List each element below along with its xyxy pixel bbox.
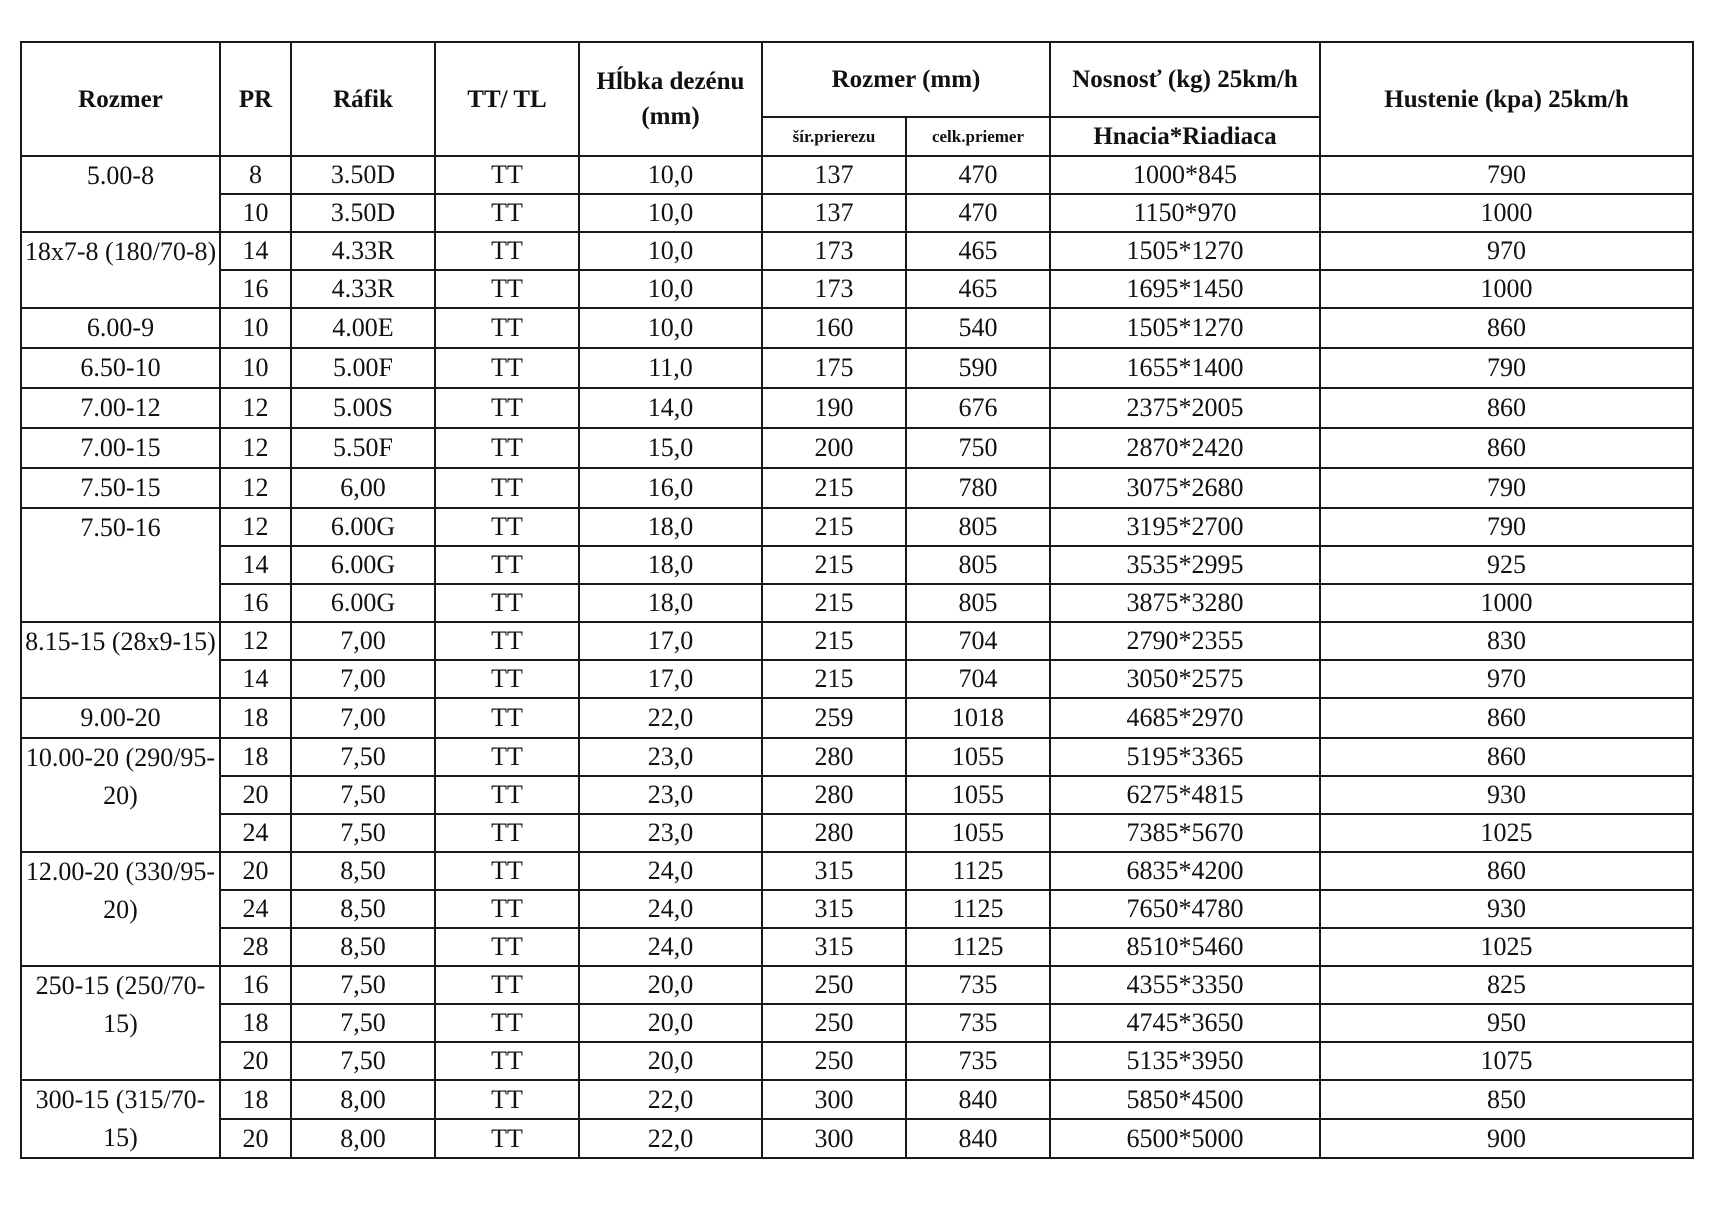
cell-hlbka: 14,0 [579,388,762,428]
cell-nosnost: 2790*2355 [1050,622,1320,660]
header-hnacia-riadiaca: Hnacia*Riadiaca [1050,117,1320,156]
cell-tt-tl: TT [435,622,579,660]
cell-hlbka: 23,0 [579,776,762,814]
cell-sirka: 200 [762,428,906,468]
cell-hlbka: 23,0 [579,738,762,776]
cell-nosnost: 6835*4200 [1050,852,1320,890]
cell-tt-tl: TT [435,852,579,890]
cell-rozmer: 7.00-15 [21,428,220,468]
cell-sirka: 215 [762,584,906,622]
cell-rafik: 7,00 [291,622,435,660]
cell-priemer: 1018 [906,698,1050,738]
cell-nosnost: 4685*2970 [1050,698,1320,738]
cell-sirka: 250 [762,1004,906,1042]
table-row [21,156,1693,194]
cell-hlbka: 18,0 [579,508,762,546]
cell-rafik: 6.00G [291,546,435,584]
table-row [21,1080,1693,1119]
cell-rozmer: 5.00-8 [21,156,220,232]
cell-sirka: 280 [762,814,906,852]
cell-hlbka: 15,0 [579,428,762,468]
cell-rafik: 8,00 [291,1080,435,1119]
table-row [21,388,1693,428]
cell-nosnost: 3535*2995 [1050,546,1320,584]
cell-nosnost: 2375*2005 [1050,388,1320,428]
cell-pr: 10 [220,348,291,388]
cell-tt-tl: TT [435,738,579,776]
cell-tt-tl: TT [435,890,579,928]
cell-rozmer: 7.50-15 [21,468,220,508]
cell-nosnost: 7385*5670 [1050,814,1320,852]
cell-pr: 16 [220,584,291,622]
cell-tt-tl: TT [435,1080,579,1119]
cell-nosnost: 5850*4500 [1050,1080,1320,1119]
cell-nosnost: 1695*1450 [1050,270,1320,308]
cell-priemer: 1125 [906,890,1050,928]
cell-hustenie: 850 [1320,1080,1693,1119]
table-row [21,584,1693,622]
cell-tt-tl: TT [435,698,579,738]
cell-tt-tl: TT [435,388,579,428]
cell-rozmer: 250-15 (250/70-15) [21,966,220,1080]
cell-hustenie: 1025 [1320,928,1693,966]
cell-pr: 18 [220,698,291,738]
cell-rafik: 3.50D [291,194,435,232]
cell-hustenie: 1075 [1320,1042,1693,1080]
cell-pr: 14 [220,660,291,698]
cell-pr: 10 [220,308,291,348]
cell-hlbka: 18,0 [579,546,762,584]
cell-pr: 18 [220,1004,291,1042]
cell-sirka: 315 [762,928,906,966]
cell-pr: 8 [220,156,291,194]
cell-priemer: 1125 [906,852,1050,890]
tire-spec-table [20,41,1694,1159]
cell-hlbka: 23,0 [579,814,762,852]
cell-pr: 12 [220,508,291,546]
cell-sirka: 190 [762,388,906,428]
cell-hlbka: 24,0 [579,928,762,966]
cell-nosnost: 3050*2575 [1050,660,1320,698]
cell-priemer: 735 [906,1042,1050,1080]
header-rozmer-mm: Rozmer (mm) [762,42,1050,117]
cell-rafik: 6.00G [291,584,435,622]
cell-rozmer: 7.50-16 [21,508,220,622]
cell-hlbka: 17,0 [579,622,762,660]
table-row [21,1119,1693,1158]
table-row [21,928,1693,966]
cell-rafik: 7,00 [291,660,435,698]
cell-rafik: 8,50 [291,928,435,966]
cell-sirka: 175 [762,348,906,388]
cell-hlbka: 24,0 [579,890,762,928]
cell-pr: 20 [220,776,291,814]
cell-rafik: 6,00 [291,468,435,508]
table-row [21,508,1693,546]
cell-tt-tl: TT [435,348,579,388]
header-rozmer: Rozmer [21,42,220,156]
cell-pr: 20 [220,852,291,890]
cell-sirka: 250 [762,966,906,1004]
cell-priemer: 590 [906,348,1050,388]
cell-priemer: 540 [906,308,1050,348]
cell-nosnost: 3195*2700 [1050,508,1320,546]
cell-nosnost: 6275*4815 [1050,776,1320,814]
cell-priemer: 735 [906,966,1050,1004]
table-row [21,966,1693,1004]
cell-hlbka: 20,0 [579,1004,762,1042]
table-row [21,428,1693,468]
cell-rafik: 8,50 [291,852,435,890]
table-row [21,1004,1693,1042]
cell-sirka: 300 [762,1119,906,1158]
cell-tt-tl: TT [435,660,579,698]
cell-tt-tl: TT [435,428,579,468]
cell-rafik: 7,50 [291,814,435,852]
cell-nosnost: 1000*845 [1050,156,1320,194]
cell-sirka: 215 [762,508,906,546]
cell-hlbka: 17,0 [579,660,762,698]
cell-rafik: 7,50 [291,1042,435,1080]
cell-sirka: 137 [762,194,906,232]
cell-rozmer: 18x7-8 (180/70-8) [21,232,220,308]
cell-tt-tl: TT [435,584,579,622]
cell-priemer: 840 [906,1080,1050,1119]
cell-pr: 16 [220,270,291,308]
cell-priemer: 735 [906,1004,1050,1042]
cell-hlbka: 22,0 [579,1080,762,1119]
cell-nosnost: 5195*3365 [1050,738,1320,776]
table-header [21,42,1693,156]
cell-priemer: 1055 [906,776,1050,814]
cell-sirka: 280 [762,738,906,776]
cell-priemer: 465 [906,270,1050,308]
table-row [21,1042,1693,1080]
table-row [21,622,1693,660]
cell-sirka: 173 [762,232,906,270]
cell-priemer: 470 [906,156,1050,194]
cell-nosnost: 1655*1400 [1050,348,1320,388]
cell-nosnost: 8510*5460 [1050,928,1320,966]
cell-tt-tl: TT [435,156,579,194]
cell-rozmer: 300-15 (315/70-15) [21,1080,220,1158]
cell-rozmer: 7.00-12 [21,388,220,428]
cell-hlbka: 11,0 [579,348,762,388]
cell-pr: 14 [220,232,291,270]
cell-sirka: 259 [762,698,906,738]
cell-tt-tl: TT [435,928,579,966]
cell-priemer: 805 [906,508,1050,546]
cell-hustenie: 860 [1320,852,1693,890]
cell-nosnost: 4355*3350 [1050,966,1320,1004]
cell-tt-tl: TT [435,776,579,814]
cell-sirka: 250 [762,1042,906,1080]
cell-rafik: 5.00F [291,348,435,388]
cell-hlbka: 24,0 [579,852,762,890]
cell-hlbka: 16,0 [579,468,762,508]
cell-hustenie: 790 [1320,468,1693,508]
cell-rafik: 7,50 [291,776,435,814]
cell-priemer: 676 [906,388,1050,428]
cell-hustenie: 860 [1320,428,1693,468]
header-tt-tl: TT/ TL [435,42,579,156]
header-hlbka-dezenu: Hĺbka dezénu (mm) [579,42,762,156]
cell-tt-tl: TT [435,308,579,348]
cell-rafik: 3.50D [291,156,435,194]
cell-hustenie: 970 [1320,232,1693,270]
cell-pr: 18 [220,1080,291,1119]
cell-pr: 16 [220,966,291,1004]
cell-pr: 12 [220,428,291,468]
cell-hustenie: 1000 [1320,270,1693,308]
cell-sirka: 215 [762,468,906,508]
table-row [21,698,1693,738]
cell-sirka: 215 [762,660,906,698]
header-nosnost: Nosnosť (kg) 25km/h [1050,42,1320,117]
table-row [21,308,1693,348]
cell-rozmer: 6.00-9 [21,308,220,348]
cell-pr: 14 [220,546,291,584]
table-row [21,270,1693,308]
cell-sirka: 215 [762,546,906,584]
cell-hustenie: 790 [1320,156,1693,194]
table-row [21,738,1693,776]
cell-hlbka: 10,0 [579,270,762,308]
header-celkovy-priemer: celk.priemer [906,117,1050,156]
header-hustenie: Hustenie (kpa) 25km/h [1320,42,1693,156]
cell-rozmer: 12.00-20 (330/95-20) [21,852,220,966]
cell-hustenie: 1000 [1320,194,1693,232]
cell-hustenie: 1000 [1320,584,1693,622]
header-pr: PR [220,42,291,156]
cell-sirka: 137 [762,156,906,194]
cell-priemer: 805 [906,584,1050,622]
cell-hlbka: 10,0 [579,194,762,232]
cell-priemer: 465 [906,232,1050,270]
cell-pr: 10 [220,194,291,232]
table-row [21,660,1693,698]
cell-priemer: 470 [906,194,1050,232]
cell-hlbka: 10,0 [579,232,762,270]
cell-pr: 12 [220,468,291,508]
cell-tt-tl: TT [435,270,579,308]
cell-hustenie: 860 [1320,388,1693,428]
cell-tt-tl: TT [435,468,579,508]
cell-hlbka: 18,0 [579,584,762,622]
cell-pr: 24 [220,890,291,928]
cell-priemer: 1055 [906,814,1050,852]
cell-sirka: 315 [762,852,906,890]
cell-nosnost: 7650*4780 [1050,890,1320,928]
cell-tt-tl: TT [435,232,579,270]
cell-hlbka: 10,0 [579,308,762,348]
cell-nosnost: 3875*3280 [1050,584,1320,622]
cell-hustenie: 950 [1320,1004,1693,1042]
cell-hlbka: 20,0 [579,1042,762,1080]
cell-rozmer: 8.15-15 (28x9-15) [21,622,220,698]
cell-hlbka: 22,0 [579,1119,762,1158]
table-row [21,194,1693,232]
cell-tt-tl: TT [435,1004,579,1042]
table-row [21,890,1693,928]
cell-sirka: 280 [762,776,906,814]
cell-hustenie: 900 [1320,1119,1693,1158]
cell-sirka: 160 [762,308,906,348]
cell-nosnost: 5135*3950 [1050,1042,1320,1080]
cell-nosnost: 1150*970 [1050,194,1320,232]
cell-hustenie: 825 [1320,966,1693,1004]
cell-nosnost: 2870*2420 [1050,428,1320,468]
cell-rafik: 4.33R [291,270,435,308]
cell-hlbka: 20,0 [579,966,762,1004]
cell-rafik: 5.50F [291,428,435,468]
cell-tt-tl: TT [435,814,579,852]
cell-priemer: 805 [906,546,1050,584]
table-row [21,546,1693,584]
cell-sirka: 300 [762,1080,906,1119]
cell-rafik: 8,50 [291,890,435,928]
cell-hustenie: 930 [1320,890,1693,928]
cell-rafik: 8,00 [291,1119,435,1158]
cell-nosnost: 1505*1270 [1050,308,1320,348]
cell-hustenie: 790 [1320,348,1693,388]
cell-priemer: 750 [906,428,1050,468]
cell-nosnost: 1505*1270 [1050,232,1320,270]
cell-pr: 20 [220,1119,291,1158]
cell-rafik: 5.00S [291,388,435,428]
cell-rafik: 6.00G [291,508,435,546]
cell-sirka: 315 [762,890,906,928]
cell-pr: 12 [220,388,291,428]
cell-hustenie: 930 [1320,776,1693,814]
header-sirka-prierezu: šír.prierezu [762,117,906,156]
header-rafik: Ráfik [291,42,435,156]
cell-sirka: 173 [762,270,906,308]
table-row [21,348,1693,388]
table-row [21,468,1693,508]
cell-nosnost: 4745*3650 [1050,1004,1320,1042]
cell-rozmer: 10.00-20 (290/95-20) [21,738,220,852]
cell-priemer: 780 [906,468,1050,508]
cell-sirka: 215 [762,622,906,660]
table-row [21,232,1693,270]
cell-hustenie: 970 [1320,660,1693,698]
cell-tt-tl: TT [435,1119,579,1158]
cell-tt-tl: TT [435,546,579,584]
cell-rafik: 7,50 [291,1004,435,1042]
cell-tt-tl: TT [435,194,579,232]
cell-tt-tl: TT [435,966,579,1004]
cell-hustenie: 860 [1320,308,1693,348]
table-row [21,852,1693,890]
cell-hustenie: 1025 [1320,814,1693,852]
cell-priemer: 704 [906,622,1050,660]
cell-rafik: 4.00E [291,308,435,348]
cell-priemer: 1055 [906,738,1050,776]
cell-hlbka: 22,0 [579,698,762,738]
cell-rozmer: 6.50-10 [21,348,220,388]
cell-rafik: 7,00 [291,698,435,738]
table-body [21,156,1693,1158]
cell-tt-tl: TT [435,1042,579,1080]
cell-hustenie: 860 [1320,738,1693,776]
cell-hlbka: 10,0 [579,156,762,194]
cell-rozmer: 9.00-20 [21,698,220,738]
cell-pr: 12 [220,622,291,660]
cell-hustenie: 790 [1320,508,1693,546]
cell-rafik: 7,50 [291,966,435,1004]
cell-hustenie: 830 [1320,622,1693,660]
cell-nosnost: 6500*5000 [1050,1119,1320,1158]
table-row [21,814,1693,852]
cell-priemer: 704 [906,660,1050,698]
cell-pr: 24 [220,814,291,852]
cell-priemer: 1125 [906,928,1050,966]
cell-pr: 18 [220,738,291,776]
cell-pr: 28 [220,928,291,966]
table-row [21,776,1693,814]
cell-priemer: 840 [906,1119,1050,1158]
cell-hustenie: 925 [1320,546,1693,584]
cell-hustenie: 860 [1320,698,1693,738]
cell-nosnost: 3075*2680 [1050,468,1320,508]
cell-pr: 20 [220,1042,291,1080]
cell-tt-tl: TT [435,508,579,546]
cell-rafik: 7,50 [291,738,435,776]
cell-rafik: 4.33R [291,232,435,270]
